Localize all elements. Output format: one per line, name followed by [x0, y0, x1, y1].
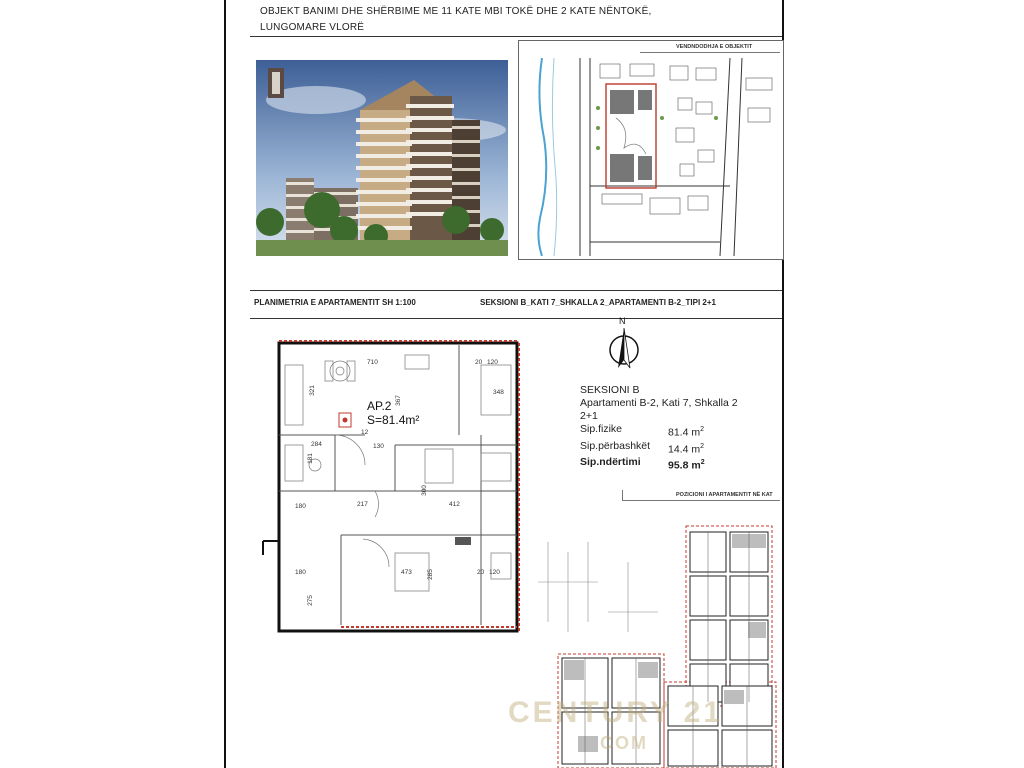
dimension-label: 217: [357, 501, 368, 508]
dimension-label: 180: [295, 569, 306, 576]
apartment-summary: [580, 384, 738, 473]
summary-section: SEKSIONI B: [580, 384, 640, 396]
area-row-physical: [580, 423, 738, 440]
document-title: [260, 4, 680, 36]
position-label-left-tick: [622, 490, 623, 500]
compass-icon: [604, 326, 644, 374]
brand-watermark-domain: COM: [600, 733, 648, 753]
area-row-common: [580, 440, 738, 457]
dimension-label: 321: [308, 385, 316, 396]
dimension-label: 180: [295, 503, 306, 510]
apartment-code: AP.2: [367, 399, 392, 413]
dimension-label: 367: [394, 395, 402, 406]
header-divider: [250, 36, 782, 37]
brand-watermark: CENTURY 21: [508, 696, 724, 729]
title-line-1: OBJEKT BANIMI DHE SHËRBIME ME 11 KATE MBI TOKË DHE 2 KATE NËNTOKË,: [260, 6, 652, 17]
plan-title-divider: [250, 318, 782, 319]
site-map-image: [520, 58, 780, 256]
site-location-label: VENDNDODHJA E OBJEKTIT: [676, 44, 753, 50]
apartment-area: S=81.4m²: [367, 413, 420, 427]
dimension-label: 275: [306, 595, 314, 606]
dimension-label: 300: [420, 485, 428, 496]
dimension-label: 473: [401, 569, 412, 576]
images-divider: [250, 290, 782, 291]
north-label: N: [619, 316, 626, 326]
dimension-label: 348: [493, 389, 504, 396]
dimension-label: 710: [367, 359, 378, 366]
area-value: 14.4 $m^2$: [668, 442, 705, 455]
dimension-label: 120: [487, 359, 498, 366]
dimension-label: 285: [426, 569, 434, 580]
dimension-label: 181: [306, 453, 314, 464]
area-label: Sip.përbashkët: [580, 439, 651, 452]
floor-position-plan: [538, 522, 782, 768]
dimension-label: 20: [477, 569, 485, 576]
summary-type: 2+1: [580, 410, 598, 422]
dimension-label: 412: [449, 501, 460, 508]
area-row-construction: [580, 456, 738, 473]
dimension-label: 284: [311, 441, 322, 448]
building-render-image: [256, 60, 508, 256]
area-label: Sip.ndërtimi: [580, 456, 641, 468]
plan-right-title: SEKSIONI B_KATI 7_SHKALLA 2_APARTAMENTI B-2_TIPI 2+1: [480, 298, 716, 307]
summary-details: Apartamenti B-2, Kati 7, Shkalla 2: [580, 397, 738, 409]
dimension-label: 12: [361, 429, 369, 436]
plan-left-title: PLANIMETRIA E APARTAMENTIT SH 1:100: [254, 298, 416, 307]
site-label-underline: [640, 52, 780, 53]
dimension-label: 120: [489, 569, 500, 576]
area-label: Sip.fizike: [580, 423, 623, 435]
dimension-label: 130: [373, 443, 384, 450]
dimension-label: 20: [475, 359, 483, 366]
position-label: POZICIONI I APARTAMENTIT NË KAT: [676, 492, 773, 498]
left-border-line: [224, 0, 226, 768]
title-line-2: LUNGOMARE VLORË: [260, 22, 365, 33]
area-value: 95.8 $m^2$: [668, 459, 705, 472]
position-label-underline: [622, 500, 780, 501]
north-arrow: [604, 316, 644, 372]
apartment-floor-plan: [255, 325, 535, 635]
area-value: 81.4 $m^2$: [668, 426, 705, 439]
